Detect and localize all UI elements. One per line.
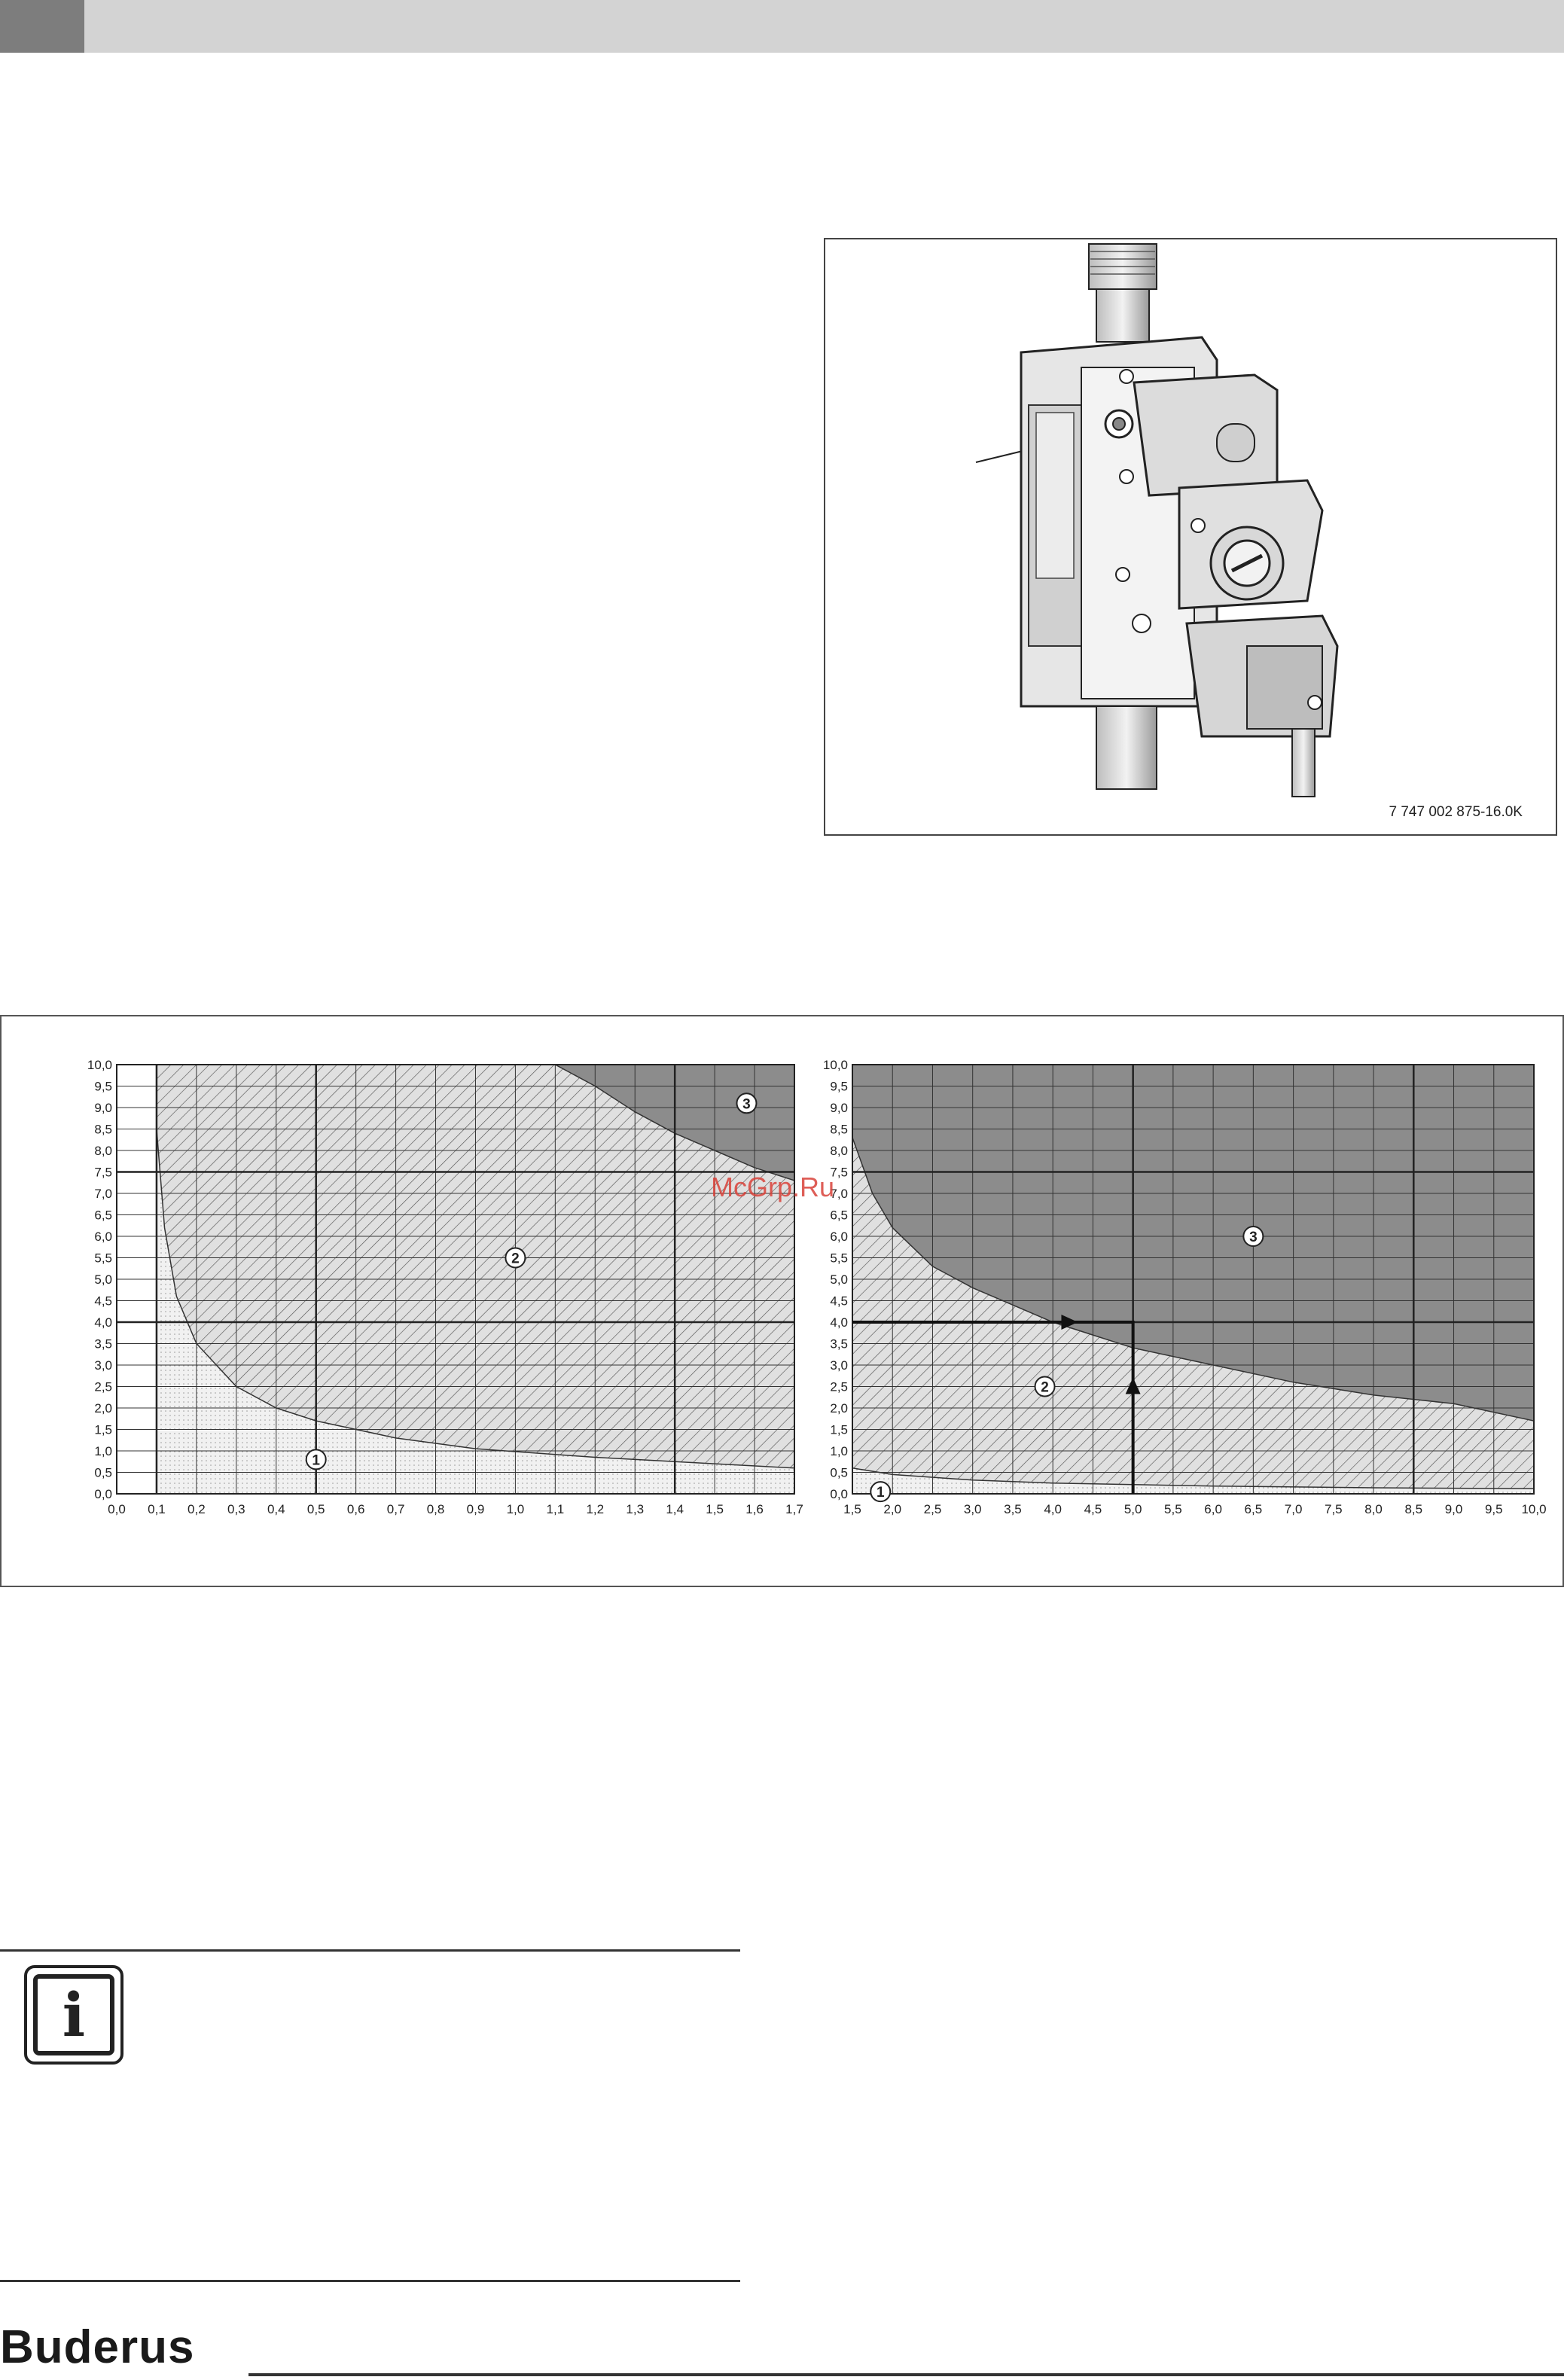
y-tick-label: 1,0 [830, 1444, 848, 1458]
y-tick-label: 7,5 [94, 1165, 112, 1180]
x-tick-label: 8,0 [1364, 1502, 1383, 1516]
x-tick-label: 0,3 [227, 1502, 245, 1516]
y-tick-label: 4,0 [94, 1315, 112, 1330]
x-tick-label: 1,2 [586, 1502, 605, 1516]
y-tick-label: 10,0 [822, 1058, 848, 1072]
y-tick-label: 9,0 [94, 1101, 112, 1115]
x-tick-label: 2,5 [923, 1502, 942, 1516]
y-tick-label: 5,5 [94, 1251, 112, 1266]
x-tick-label: 8,5 [1404, 1502, 1423, 1516]
y-tick-label: 4,0 [830, 1315, 848, 1330]
x-tick-label: 5,5 [1164, 1502, 1182, 1516]
info-icon: i [24, 1965, 123, 2065]
y-tick-label: 6,0 [830, 1230, 848, 1244]
y-tick-label: 3,5 [830, 1336, 848, 1352]
x-tick-label: 0,4 [267, 1502, 285, 1516]
x-tick-label: 6,5 [1244, 1502, 1263, 1516]
y-tick-label: 5,0 [94, 1272, 112, 1287]
y-tick-label: 7,0 [94, 1187, 112, 1201]
flow-charts [2, 1016, 1564, 1589]
y-tick-label: 2,5 [830, 1379, 848, 1394]
x-tick-label: 7,0 [1284, 1502, 1303, 1516]
x-tick-label: 5,0 [1123, 1502, 1142, 1516]
x-tick-label: 0,6 [346, 1502, 365, 1516]
y-tick-label: 10,0 [87, 1058, 112, 1072]
gas-valve-illustration [825, 239, 1559, 837]
y-tick-label: 8,0 [830, 1144, 848, 1158]
x-tick-label: 1,0 [506, 1502, 525, 1516]
y-tick-label: 0,0 [94, 1487, 112, 1501]
chart-panel [0, 1015, 1564, 1587]
y-tick-label: 9,5 [830, 1079, 848, 1094]
y-tick-label: 6,5 [830, 1208, 848, 1223]
x-tick-label: 0,1 [148, 1502, 166, 1516]
figure-code: 7 747 002 875-16.0K [1389, 804, 1523, 820]
region-marker-label: 1 [312, 1452, 320, 1469]
valve-figure [824, 238, 1557, 836]
y-tick-label: 9,0 [830, 1101, 848, 1115]
y-tick-label: 0,5 [830, 1465, 848, 1480]
y-tick-label: 7,0 [830, 1187, 848, 1201]
y-tick-label: 9,5 [94, 1079, 112, 1094]
y-tick-label: 4,5 [94, 1294, 112, 1309]
x-tick-label: 4,0 [1044, 1502, 1062, 1516]
info-top-rule [0, 1949, 740, 1952]
y-tick-label: 2,0 [830, 1401, 848, 1416]
header-tab [0, 0, 84, 53]
y-tick-label: 6,5 [94, 1208, 112, 1223]
y-tick-label: 3,5 [94, 1336, 112, 1352]
x-tick-label: 3,5 [1004, 1502, 1022, 1516]
brand-logo: Buderus [0, 2321, 195, 2373]
x-tick-label: 1,1 [546, 1502, 565, 1516]
y-tick-label: 5,0 [830, 1272, 848, 1287]
x-tick-label: 4,5 [1084, 1502, 1102, 1516]
y-tick-label: 0,5 [94, 1465, 112, 1480]
info-bottom-rule [0, 2280, 740, 2282]
region-marker-label: 2 [1041, 1379, 1049, 1396]
y-tick-label: 5,5 [830, 1251, 848, 1266]
region-marker-label: 3 [1249, 1230, 1258, 1245]
x-tick-label: 1,4 [666, 1502, 684, 1516]
x-tick-label: 0,5 [306, 1502, 325, 1516]
x-tick-label: 0,0 [108, 1502, 126, 1516]
x-tick-label: 9,5 [1484, 1502, 1503, 1516]
y-tick-label: 2,5 [94, 1379, 112, 1394]
x-tick-label: 1,5 [706, 1502, 724, 1516]
header-bar [0, 0, 1564, 53]
x-tick-label: 0,2 [187, 1502, 206, 1516]
watermark: McGrp.Ru [711, 1172, 835, 1202]
y-tick-label: 3,0 [94, 1358, 112, 1373]
x-tick-label: 0,9 [466, 1502, 485, 1516]
y-tick-label: 2,0 [94, 1401, 112, 1416]
y-tick-label: 6,0 [94, 1230, 112, 1244]
y-tick-label: 1,0 [94, 1444, 112, 1458]
x-tick-label: 3,0 [963, 1502, 982, 1516]
region-marker-label: 2 [511, 1251, 520, 1267]
y-tick-label: 0,0 [830, 1487, 848, 1501]
x-tick-label: 1,6 [745, 1502, 764, 1516]
y-tick-label: 8,0 [94, 1144, 112, 1158]
region-marker-label: 3 [742, 1096, 751, 1113]
y-tick-label: 1,5 [94, 1422, 112, 1437]
x-tick-label: 9,0 [1444, 1502, 1463, 1516]
y-tick-label: 3,0 [830, 1358, 848, 1373]
x-tick-label: 1,3 [626, 1502, 645, 1516]
region-marker-label: 1 [876, 1485, 885, 1501]
y-tick-label: 8,5 [830, 1122, 848, 1137]
footer-line [248, 2373, 1564, 2376]
y-tick-label: 7,5 [830, 1165, 848, 1180]
x-tick-label: 2,0 [883, 1502, 902, 1516]
x-tick-label: 0,8 [426, 1502, 445, 1516]
y-tick-label: 4,5 [830, 1294, 848, 1309]
y-tick-label: 1,5 [830, 1422, 848, 1437]
x-tick-label: 7,5 [1325, 1502, 1343, 1516]
y-tick-label: 8,5 [94, 1122, 112, 1137]
x-tick-label: 1,7 [785, 1502, 803, 1516]
x-tick-label: 10,0 [1521, 1502, 1547, 1516]
x-tick-label: 0,7 [386, 1502, 405, 1516]
x-tick-label: 1,5 [843, 1502, 861, 1516]
x-tick-label: 6,0 [1204, 1502, 1222, 1516]
